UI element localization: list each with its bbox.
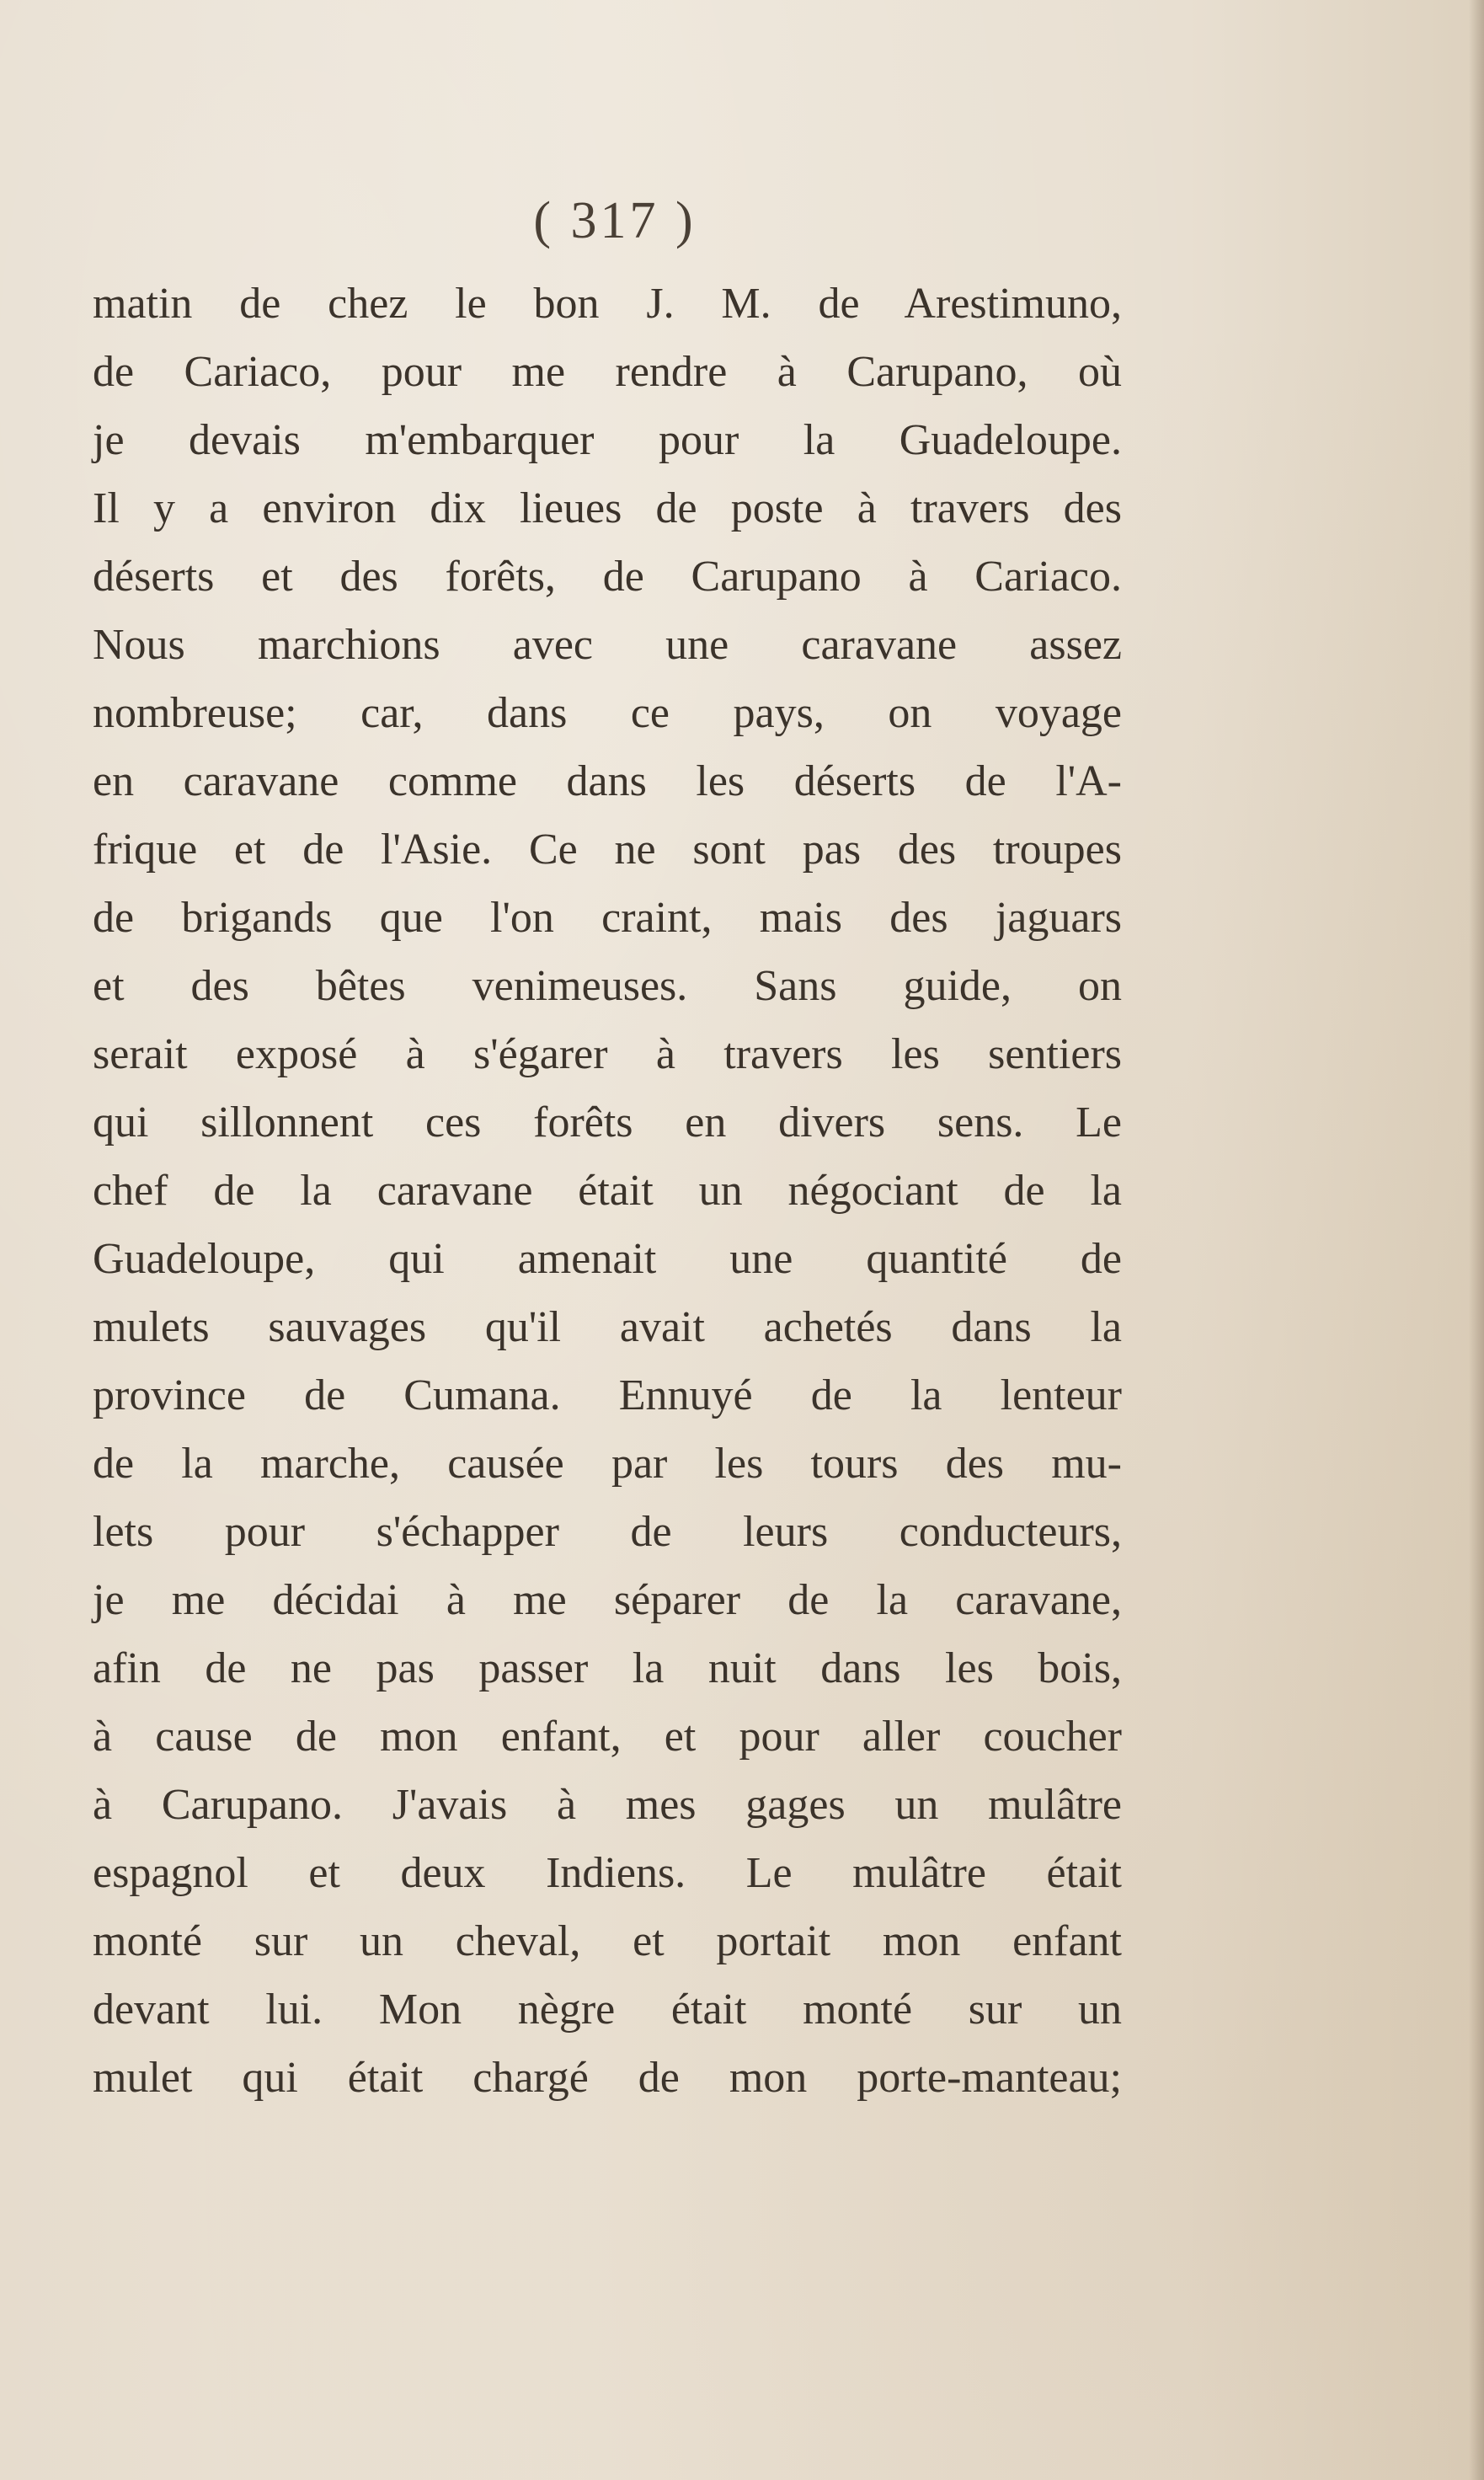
text-line: mulets sauvages qu'il avait achetés dans la — [93, 1303, 1122, 1351]
text-line: je me décidai à me séparer de la caravane, — [93, 1576, 1122, 1624]
text-line: je devais m'embarquer pour la Guadeloupe. — [93, 416, 1122, 464]
text-line: monté sur un cheval, et portait mon enfant — [93, 1917, 1122, 1965]
text-line: à cause de mon enfant, et pour aller coucher — [93, 1713, 1122, 1761]
text-line: frique et de l'Asie. Ce ne sont pas des troupes — [93, 826, 1122, 874]
text-line: en caravane comme dans les déserts de l'A- — [93, 757, 1122, 805]
text-line: Guadeloupe, qui amenait une quantité de — [93, 1235, 1122, 1283]
text-line: lets pour s'échapper de leurs conducteurs, — [93, 1508, 1122, 1556]
text-line: devant lui. Mon nègre était monté sur un — [93, 1986, 1122, 2034]
body-text — [93, 270, 1122, 2112]
text-line: de brigands que l'on craint, mais des jaguars — [93, 894, 1122, 942]
text-line: déserts et des forêts, de Carupano à Cariaco. — [93, 553, 1122, 601]
text-line: serait exposé à s'égarer à travers les sentiers — [93, 1030, 1122, 1078]
text-line: mulet qui était chargé de mon porte-manteau; — [93, 2054, 1122, 2102]
text-line: qui sillonnent ces forêts en divers sens. Le — [93, 1098, 1122, 1146]
text-line: et des bêtes venimeuses. Sans guide, on — [93, 962, 1122, 1010]
text-line: de Cariaco, pour me rendre à Carupano, où — [93, 348, 1122, 396]
text-line: matin de chez le bon J. M. de Arestimuno, — [93, 280, 1122, 328]
text-line: Nous marchions avec une caravane assez — [93, 621, 1122, 669]
text-line: afin de ne pas passer la nuit dans les bois, — [93, 1644, 1122, 1692]
page-edge-shadow — [1469, 0, 1484, 2480]
page-number: ( 317 ) — [533, 192, 697, 249]
text-line: à Carupano. J'avais à mes gages un mulâtre — [93, 1781, 1122, 1829]
text-line: chef de la caravane était un négociant de la — [93, 1167, 1122, 1215]
text-line: Il y a environ dix lieues de poste à travers des — [93, 484, 1122, 532]
text-line: espagnol et deux Indiens. Le mulâtre était — [93, 1849, 1122, 1897]
text-line: province de Cumana. Ennuyé de la lenteur — [93, 1371, 1122, 1419]
text-line: nombreuse; car, dans ce pays, on voyage — [93, 689, 1122, 737]
text-line: de la marche, causée par les tours des mu- — [93, 1440, 1122, 1488]
